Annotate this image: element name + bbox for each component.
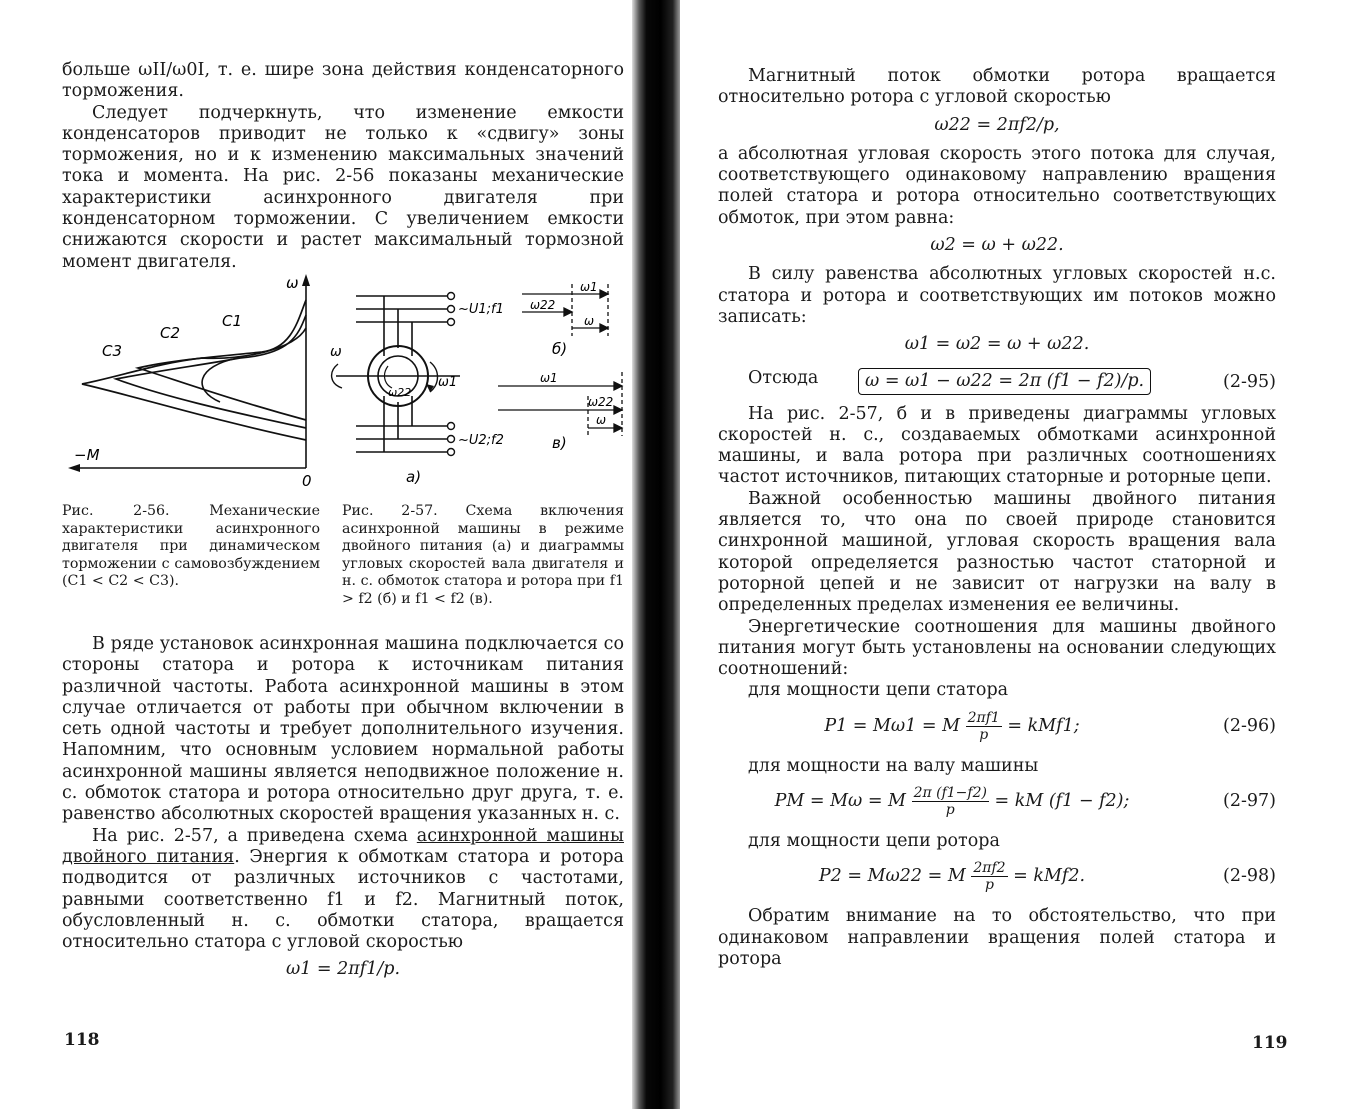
right-page [690,0,1370,1109]
equation-2-98 [718,860,1186,893]
paragraph: На рис. 2-57, б и в приведены диаграммы угловых скоростей н. с., создаваемых обмотками асинхронной машины, и вала ротора при различных соотношениях частот источников, питающих статорные и роторные цепи. [718,403,1276,488]
b-omega: ω [584,314,595,328]
numerator: 2πf1 [967,709,1000,726]
paragraph: Магнитный поток обмотки ротора вращается относительно ротора с угловой скоростью [718,66,1276,108]
equation-2-97 [718,785,1186,818]
denominator: p [984,877,994,894]
denominator: p [979,726,989,743]
eq-left: PM = Mω = M [774,791,906,812]
eq-right: = kMf2. [1013,866,1086,887]
right-text [718,66,1276,970]
denominator: p [945,802,955,819]
eq-right: = kMf1; [1007,715,1080,736]
paragraph: В силу равенства абсолютных угловых скоростей н.с. статора и ротора и соответствующих им потоков можно записать: [718,264,1276,327]
fraction [966,710,1002,743]
omega-label: ω [286,274,299,292]
text-run: . Энергия к обмоткам статора и ротора подводится от различных источников с частотами, равными соответственно f1 и f2. Магнитный поток, обусловленный н. с. обмотки статора, вращается относительно статора с угловой скоростью [62,846,624,953]
figure-2-56 [62,270,332,495]
paragraph: для мощности цепи статора [748,680,1009,701]
figure-2-57 [326,276,626,491]
eq-right: = kM (f1 − f2); [994,791,1130,812]
u1f1-label: ~U1;f1 [458,302,504,317]
paragraph: Важной особенностью машины двойного питания является то, что она по своей природе становится синхронной машиной, угловая скорость вращения вала которой определяется разностью частот статорной и роторной цепей и не зависит от нагрузки на валу в определенных пределах изменения ее величины. [718,488,1276,616]
paragraph: Энергетические соотношения для машины двойного питания могут быть установлены на основании следующих соотношений: [718,616,1276,680]
paragraph [62,826,624,954]
omega1-label: ω1 [438,375,458,390]
v-omega22: ω22 [588,395,614,409]
left-text-bottom [62,634,624,989]
omega22-label: ω22 [388,386,412,399]
text-run: На рис. 2-57, а приведена схема [92,825,417,846]
paragraph: для мощности цепи ротора [748,831,1000,852]
otsyuda-label: Отсюда [748,367,819,388]
minus-m-label: −M [74,446,100,464]
equation-number: (2-96) [1223,715,1276,736]
paragraph: больше ωII/ω0I, т. е. шире зона действия конденсаторного торможения. [62,60,624,102]
equation-2-96 [718,710,1186,743]
numerator: 2πf2 [973,860,1006,877]
label-b: б) [552,340,568,358]
left-text-top [62,60,624,273]
equation-row [718,704,1276,750]
equation-row [718,854,1276,900]
equation-number: (2-98) [1223,866,1276,887]
c3-label: C3 [102,342,123,360]
v-omega: ω [596,413,607,427]
left-page [0,0,640,1109]
equation: ω22 = 2πf2/p, [934,114,1060,135]
equation: ω1 = ω2 = ω + ω22. [904,334,1090,355]
fraction [912,785,989,818]
fraction [971,860,1007,893]
equation-row [718,779,1276,825]
paragraph: для мощности на валу машины [748,755,1039,776]
c2-label: C2 [160,324,181,342]
m-axis-arrow [68,464,80,472]
paragraph: Следует подчеркнуть, что изменение емкости конденсаторов приводит не только к «сдвигу» зоны торможения, но и к изменению максимальных значений тока и момента. На рис. 2-56 показаны механические характеристики асинхронного двигателя при конденсаторном торможении. С увеличением емкости снижаются скорости и растет максимальный тормозной момент двигателя. [62,102,624,272]
paragraph: В ряде установок асинхронная машина подключается со стороны статора и ротора к источникам питания различной частоты. Работа асинхронной машины в этом случае отличается от работы при обычном включении в сеть одной частоты и требует дополнительного изучения. Напомним, что основным условием нормальной работы асинхронной машины является неподвижное положение н. с. обмоток статора и ротора относительно друг друга, т. е. равенство абсолютных скоростей вращения указанных н. с. [62,634,624,825]
equation: ω2 = ω + ω22. [930,235,1064,256]
b-omega1: ω1 [580,280,598,294]
book-spine [632,0,680,1109]
equation-number: (2-95) [1223,371,1276,392]
u2f2-label: ~U2;f2 [458,433,504,448]
omega-axis-arrow [302,274,310,286]
boxed-equation: ω = ω1 − ω22 = 2π (f1 − f2)/p. [858,368,1151,395]
equation: ω1 = 2πf1/p. [285,959,401,980]
page-number: 119 [1252,1033,1288,1053]
figure-2-56-caption: Рис. 2-56. Механические характеристики асинхронного двигателя при динамическом торможении с самовозбуждением (C1 < C2 < C3). [62,503,320,589]
numerator: 2π (f1−f2) [913,785,987,802]
equation-number: (2-97) [1223,791,1276,812]
eq-left: P2 = Mω22 = M [818,866,966,887]
v-omega1: ω1 [540,371,558,385]
page-number: 118 [64,1030,100,1050]
zero-label: 0 [302,472,312,490]
label-a: а) [406,468,422,486]
label-v: в) [552,434,567,452]
paragraph: а абсолютная угловая скорость этого потока для случая, соответствующего одинаковому направлению вращения полей статора и ротора относительно соответствующих обмоток, при этом равна: [718,143,1276,228]
curve-c2 [116,315,306,428]
underlined-term: асинхронной машины двойного питания [62,825,624,867]
omega-shaft-label: ω [330,344,342,360]
eq-left: P1 = Mω1 = M [824,715,961,736]
figure-2-57-caption: Рис. 2-57. Схема включения асинхронной машины в режиме двойного питания (а) и диаграммы угловых скоростей вала двигателя и н. с. обмоток статора и ротора при f1 > f2 (б) и f1 < f2 (в). [342,503,624,607]
c1-label: C1 [222,312,243,330]
paragraph: Обратим внимание на то обстоятельство, что при одинаковом направлении вращения полей статора и ротора [718,906,1276,969]
equation-row [718,364,1276,398]
b-omega22: ω22 [530,298,556,312]
